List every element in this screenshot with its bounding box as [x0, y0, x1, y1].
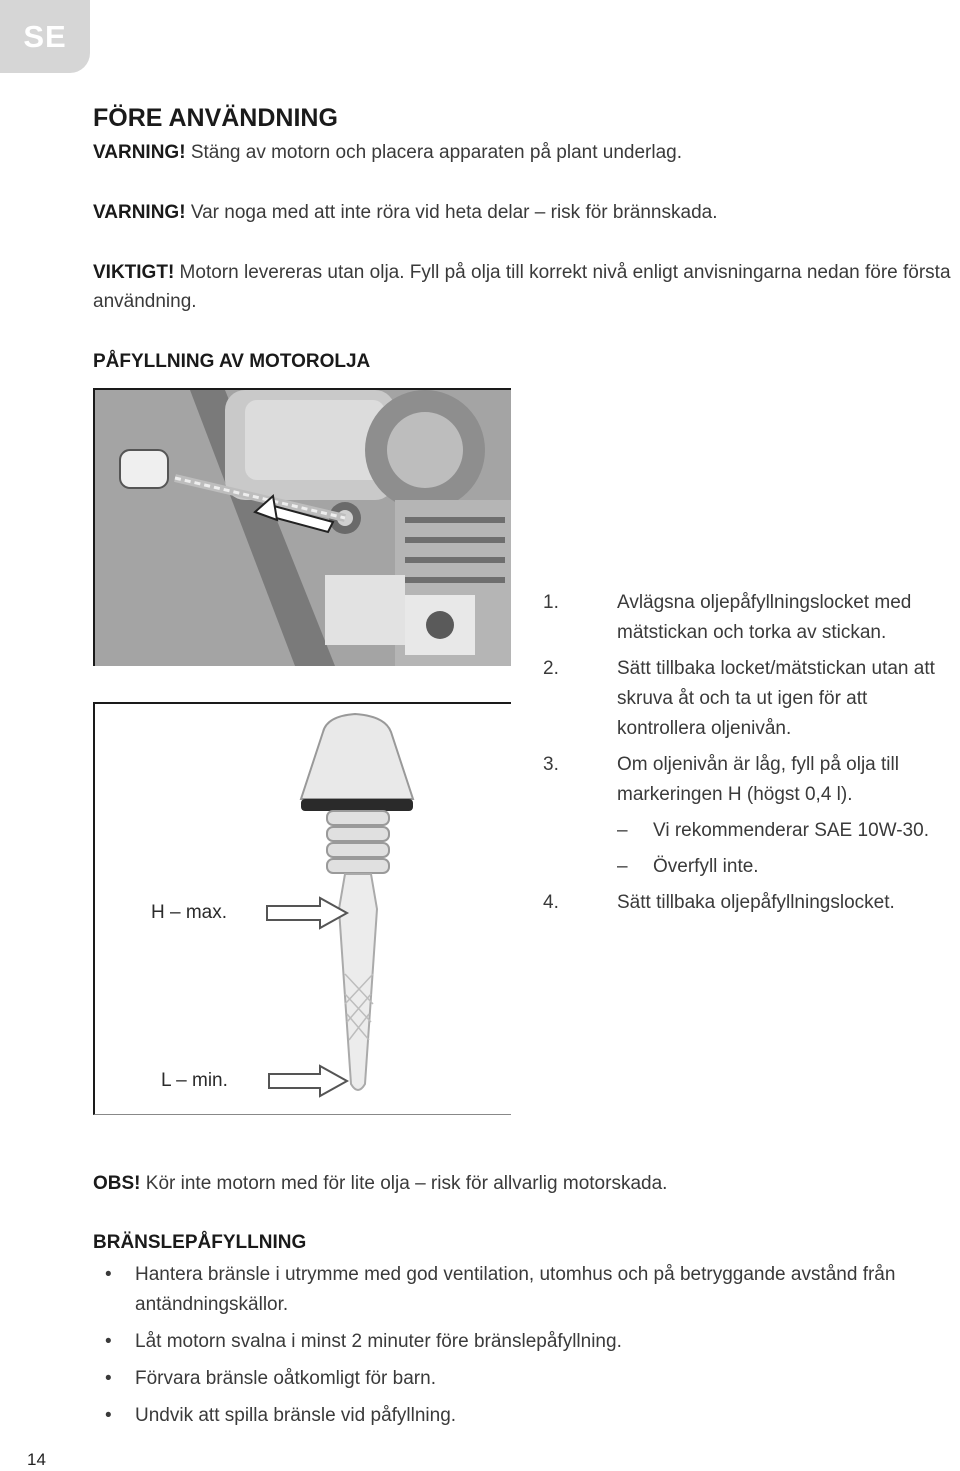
dipstick-photo: [93, 702, 511, 1115]
sub-list-item: [543, 816, 953, 846]
step-text: Sätt tillbaka locket/mätstickan utan att skruva åt och ta ut igen för att kontrollera oljenivån.: [617, 658, 935, 739]
sub-item-text: Vi rekommenderar SAE 10W-30.: [653, 820, 929, 841]
language-tab: SE: [0, 0, 90, 73]
bullet-text: Hantera bränsle i utrymme med god ventilation, utomhus och på betryggande avstånd från antändningskällor.: [135, 1264, 896, 1315]
list-item: [105, 1327, 945, 1357]
list-item: [543, 888, 953, 918]
step-number: 4.: [543, 892, 559, 913]
list-item: [543, 654, 953, 744]
dash-marker: –: [617, 820, 628, 841]
step-text: Sätt tillbaka oljepåfyllningslocket.: [617, 892, 895, 913]
bullet-text: Undvik att spilla bränsle vid påfyllning.: [135, 1405, 457, 1426]
warning-label: VARNING!: [93, 202, 186, 223]
step-number: 1.: [543, 592, 559, 613]
list-item: [543, 750, 953, 810]
step-text: Om oljenivån är låg, fyll på olja till markeringen H (högst 0,4 l).: [617, 754, 899, 805]
note-label: OBS!: [93, 1173, 141, 1194]
h-max-label: H – max.: [151, 902, 228, 923]
step-number: 3.: [543, 754, 559, 775]
warning-text: Var noga med att inte röra vid heta delar – risk för brännskada.: [185, 202, 718, 223]
sub-list-item: [543, 852, 953, 882]
list-item: [543, 588, 953, 648]
important-label: VIKTIGT!: [93, 262, 175, 283]
bullet-text: Låt motorn svalna i minst 2 minuter före bränslepåfyllning.: [135, 1331, 622, 1352]
sub-item-text: Överfyll inte.: [653, 856, 759, 877]
note-text: Kör inte motorn med för lite olja – risk för allvarlig motorskada.: [140, 1173, 668, 1194]
warning-label: VARNING!: [93, 142, 186, 163]
page-title: FÖRE ANVÄNDNING: [93, 104, 338, 132]
section-title-oil: PÅFYLLNING AV MOTOROLJA: [93, 351, 371, 372]
engine-illustration: [95, 390, 511, 666]
dash-marker: –: [617, 856, 628, 877]
bullet-marker: •: [105, 1405, 112, 1426]
note-paragraph: [93, 1169, 960, 1198]
page-number: 14: [27, 1450, 46, 1469]
warning-text: Stäng av motorn och placera apparaten på plant underlag.: [185, 142, 682, 163]
list-item: [105, 1401, 945, 1431]
list-item: [105, 1364, 945, 1394]
h-max-arrow: [267, 898, 347, 928]
bullet-marker: •: [105, 1331, 112, 1352]
important-text: Motorn levereras utan olja. Fyll på olja till korrekt nivå enligt anvisningarna nedan före första användning.: [93, 262, 951, 312]
important-paragraph: [93, 258, 960, 316]
oil-steps-list: [543, 588, 953, 924]
l-min-label: L – min.: [161, 1070, 228, 1091]
list-item: [105, 1260, 945, 1320]
fuel-bullet-list: [105, 1260, 945, 1438]
warning-paragraph-1: [93, 138, 960, 167]
section-title-fuel: BRÄNSLEPÅFYLLNING: [93, 1232, 307, 1253]
engine-photo: [93, 388, 511, 666]
bullet-marker: •: [105, 1264, 112, 1285]
warning-paragraph-2: [93, 198, 960, 227]
l-min-arrow: [269, 1066, 347, 1096]
bullet-marker: •: [105, 1368, 112, 1389]
bullet-text: Förvara bränsle oåtkomligt för barn.: [135, 1368, 436, 1389]
step-number: 2.: [543, 658, 559, 679]
step-text: Avlägsna oljepåfyllningslocket med mätstickan och torka av stickan.: [617, 592, 912, 643]
